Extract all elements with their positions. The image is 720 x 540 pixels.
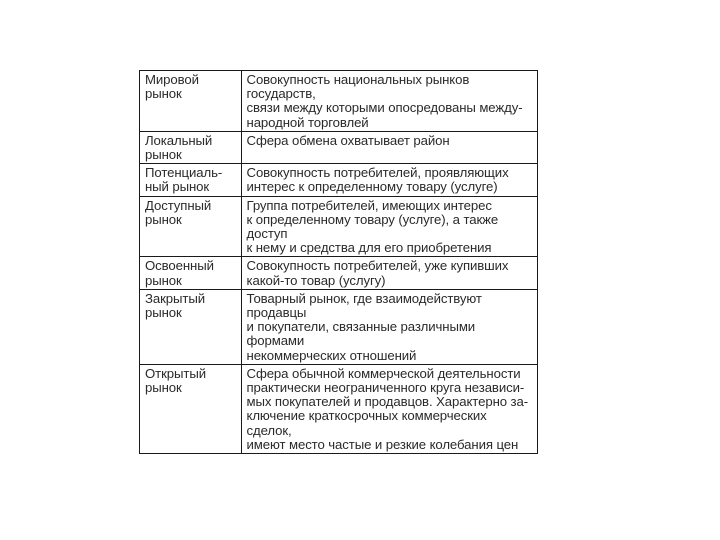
table-row — [140, 257, 538, 289]
market-definition-cell: Сфера обмена охватывает район — [241, 131, 537, 163]
market-term-cell: Доступный рынок — [140, 196, 242, 257]
market-term-cell: Мировой рынок — [140, 71, 242, 132]
table-row — [140, 164, 538, 196]
market-term-cell: Потенциаль- ный рынок — [140, 164, 242, 196]
table-row — [140, 364, 538, 453]
market-term-cell: Локальный рынок — [140, 131, 242, 163]
table-row — [140, 71, 538, 132]
market-definition-cell: Сфера обычной коммерческой деятельности практически неограниченного круга независи- мых покупателей и продавцов. Характерно за- ключение краткосрочных коммерческих сделок, имеют место частые и резкие колебания цен — [241, 364, 537, 453]
table-row — [140, 289, 538, 364]
market-definition-cell: Группа потребителей, имеющих интерес к определенному товару (услуге), а также доступ к нему и средства для его приобретения — [241, 196, 537, 257]
market-term-cell: Открытый рынок — [140, 364, 242, 453]
market-term-cell: Закрытый рынок — [140, 289, 242, 364]
market-term-cell: Освоенный рынок — [140, 257, 242, 289]
market-definition-cell: Совокупность потребителей, уже купивших какой-то товар (услугу) — [241, 257, 537, 289]
market-types-table — [139, 70, 538, 454]
table-row — [140, 131, 538, 163]
table-row — [140, 196, 538, 257]
market-definition-cell: Совокупность потребителей, проявляющих интерес к определенному товару (услуге) — [241, 164, 537, 196]
market-definition-cell: Совокупность национальных рынков государств, связи между которыми опосредованы между- народной торговлей — [241, 71, 537, 132]
market-definition-cell: Товарный рынок, где взаимодействуют продавцы и покупатели, связанные различными формами некоммерческих отношений — [241, 289, 537, 364]
